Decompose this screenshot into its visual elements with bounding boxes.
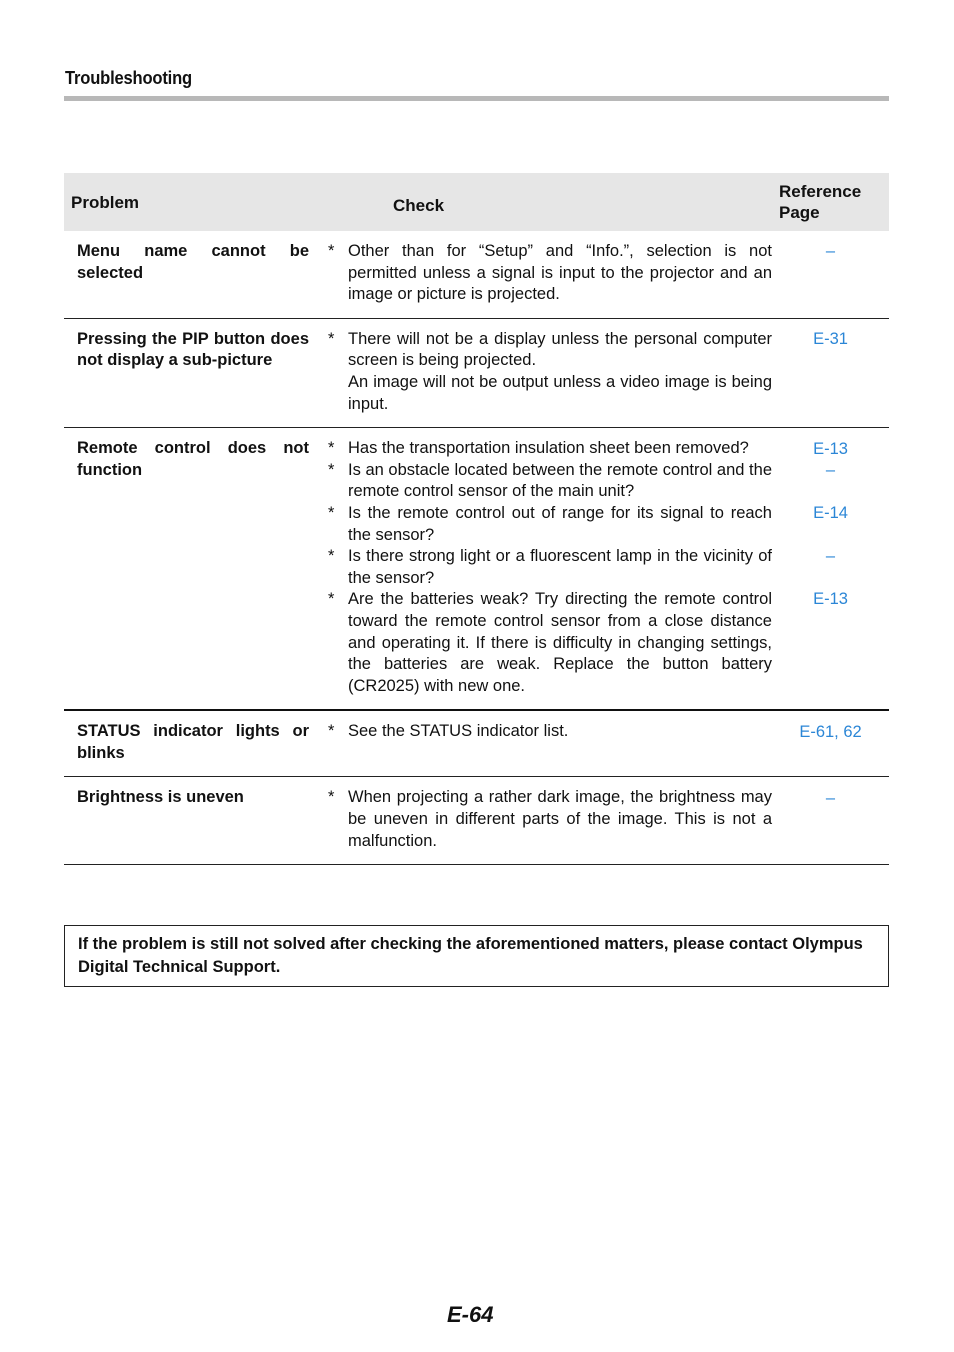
bullet-asterisk: * bbox=[328, 788, 335, 807]
reference-page-link[interactable]: – bbox=[825, 242, 836, 260]
check-item bbox=[328, 329, 772, 415]
check-text: When projecting a rather dark image, the brightness may be uneven in different parts of the image. This is not a malfunction. bbox=[348, 788, 772, 850]
problem-cell: Brightness is uneven bbox=[64, 777, 320, 865]
check-cell bbox=[320, 318, 772, 427]
reference-page-link[interactable]: E-31 bbox=[813, 330, 848, 349]
bullet-asterisk: * bbox=[328, 590, 335, 609]
check-text: Is the remote control out of range for its signal to reach the sensor? bbox=[348, 503, 772, 544]
check-text: Other than for “Setup” and “Info.”, selection is not permitted unless a signal is input to the projector and an image or picture is projected. bbox=[348, 242, 772, 304]
check-item bbox=[328, 241, 772, 306]
check-list bbox=[328, 721, 772, 743]
bullet-asterisk: * bbox=[328, 722, 335, 741]
reference-page-link[interactable]: E-13 bbox=[813, 439, 848, 458]
problem-cell: Menu name cannot be selected bbox=[64, 231, 320, 318]
bullet-asterisk: * bbox=[328, 329, 335, 348]
bullet-asterisk: * bbox=[328, 547, 335, 566]
check-list bbox=[328, 438, 772, 697]
reference-cell bbox=[772, 777, 889, 865]
support-note-text: If the problem is still not solved after checking the aforementioned matters, please contact Olympus Digital Technical Support. bbox=[78, 935, 863, 976]
bullet-asterisk: * bbox=[328, 242, 335, 260]
check-item bbox=[328, 503, 772, 546]
table-row bbox=[64, 777, 889, 865]
reference-page-link[interactable]: E-13 bbox=[813, 590, 848, 609]
check-cell bbox=[320, 710, 772, 777]
check-text: Are the batteries weak? Try directing the remote control toward the remote control sensor from a close distance and operating it. If there is difficulty in changing settings, the batteries are weak. Replace the button battery (CR2025) with new one. bbox=[348, 590, 772, 695]
bullet-asterisk: * bbox=[328, 439, 335, 458]
section-title: Troubleshooting bbox=[65, 68, 192, 88]
check-item bbox=[328, 787, 772, 852]
check-item bbox=[328, 589, 772, 697]
table-row bbox=[64, 710, 889, 777]
check-item bbox=[328, 460, 772, 503]
header-check: Check bbox=[320, 173, 772, 231]
check-item bbox=[328, 721, 772, 743]
check-text: See the STATUS indicator list. bbox=[348, 722, 569, 741]
reference-page-link[interactable]: – bbox=[825, 547, 836, 566]
bullet-asterisk: * bbox=[328, 503, 335, 522]
problem-cell: Remote control does not function bbox=[64, 428, 320, 711]
header-problem: Problem bbox=[64, 173, 320, 231]
reference-page-link[interactable]: E-14 bbox=[813, 503, 848, 522]
reference-page-link[interactable]: E-61, 62 bbox=[799, 723, 862, 742]
check-list bbox=[328, 787, 772, 852]
reference-cell bbox=[772, 428, 889, 711]
table-row bbox=[64, 318, 889, 427]
check-text: Has the transportation insulation sheet been removed? bbox=[348, 439, 749, 458]
support-note-box bbox=[64, 925, 889, 987]
table-row bbox=[64, 231, 889, 318]
table-body bbox=[64, 231, 889, 865]
check-cell bbox=[320, 428, 772, 711]
check-cell bbox=[320, 231, 772, 318]
check-text: There will not be a display unless the personal computer screen is being projected. An image will not be output unless a video image is being input. bbox=[348, 329, 772, 413]
reference-page-link[interactable]: – bbox=[825, 788, 836, 807]
bullet-asterisk: * bbox=[328, 460, 335, 479]
check-list bbox=[328, 329, 772, 415]
check-cell bbox=[320, 777, 772, 865]
check-text: Is an obstacle located between the remote control and the remote control sensor of the main unit? bbox=[348, 460, 772, 501]
reference-cell bbox=[772, 318, 889, 427]
reference-page-link[interactable]: – bbox=[825, 461, 836, 480]
title-rule bbox=[64, 96, 889, 101]
check-item bbox=[328, 546, 772, 589]
problem-cell: STATUS indicator lights or blinks bbox=[64, 710, 320, 777]
table-row bbox=[64, 428, 889, 711]
table-header-row bbox=[64, 173, 889, 231]
check-item bbox=[328, 438, 772, 460]
reference-cell bbox=[772, 710, 889, 777]
troubleshooting-table bbox=[64, 173, 889, 865]
page-number: E-64 bbox=[447, 1302, 494, 1327]
header-reference-page: Reference Page bbox=[772, 173, 889, 231]
check-text: Is there strong light or a fluorescent lamp in the vicinity of the sensor? bbox=[348, 547, 772, 587]
check-list bbox=[328, 241, 772, 306]
reference-cell bbox=[772, 231, 889, 318]
problem-cell: Pressing the PIP button does not display a sub-picture bbox=[64, 318, 320, 427]
